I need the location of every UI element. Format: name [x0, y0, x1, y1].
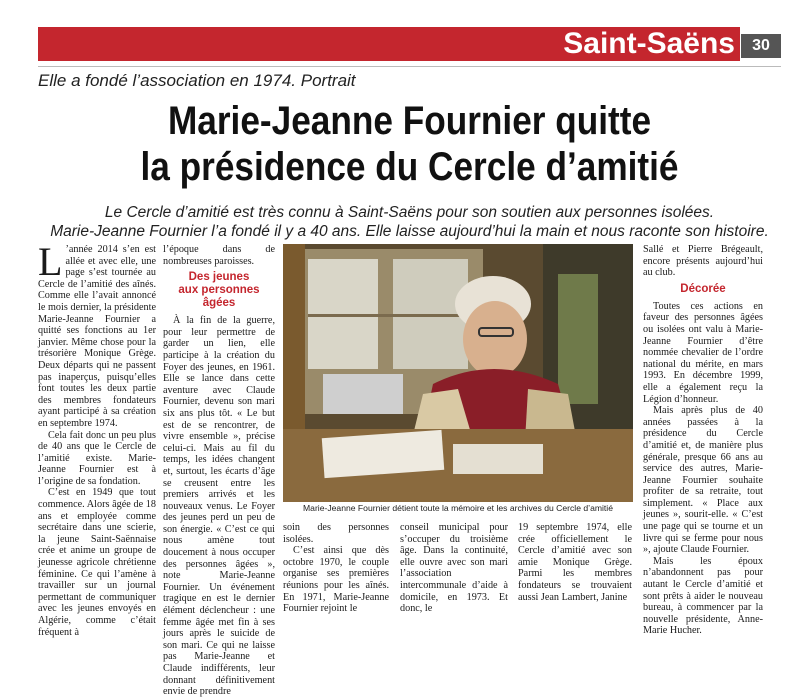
- kicker: Elle a fondé l’association en 1974. Portrait: [38, 71, 356, 90]
- article-photo: [283, 244, 633, 502]
- section-title: Saint-Saëns: [563, 27, 735, 60]
- column-3: [400, 522, 508, 615]
- paragraph: À la fin de la guerre, pour leur permettre de garder un lien, elle participe à la création du Foyer des jeunes, en 1961. Elle se lance dans cette aventure avec Claude Fournier, devenu son mari six ans plus tôt. « Le but est de se rencontrer, de vivre ensemble », précise celui-ci. Mais au fil du temps, les idées changent et, surtout, les écarts d’âge se creusent entre les premiers arrivés et les nouveaux venus. Le Foyer des jeunes perd un peu de son énergie. « C’est ce qui nous amène tout doucement à nous occuper des personnes âgées », note Marie-Jeanne Fournier. Un événement tragique en est le dernier élément déclencheur : une femme âgée met fin à ses jours après le suicide de son mari. Ce qui ne laisse pas Marie-Jeanne et Claude indifférents, leur donnant définitivement envie de prendre: [163, 315, 275, 698]
- paragraph: C’est ainsi que dès octobre 1970, le couple organise ses premières réunions pour les aînés. En 1971, Marie-Jeanne Fournier rejoint le: [283, 545, 389, 615]
- rule: [38, 66, 781, 67]
- column-2: [163, 244, 275, 698]
- page-number: 30: [741, 34, 781, 58]
- paragraph: 19 septembre 1974, elle crée officiellement le Cercle d’amitié avec son amie Monique Grège. Parmi les membres fondateurs se trouvaient aussi Jean Lambert, Janine: [518, 522, 632, 603]
- paragraph: l’époque dans de nombreuses paroisses.: [163, 244, 275, 267]
- photo-caption: Marie-Jeanne Fournier détient toute la mémoire et les archives du Cercle d’amitié: [303, 503, 613, 513]
- headline-line-2: la présidence du Cercle d’amitié: [140, 145, 679, 189]
- standfirst-line-2: Marie-Jeanne Fournier l’a fondé il y a 40 ans. Elle laisse aujourd’hui la main et nous raconte son histoire.: [50, 223, 769, 240]
- section-header: [0, 27, 797, 61]
- paragraph: soin des personnes isolées.: [283, 522, 389, 545]
- column-5: [643, 244, 763, 637]
- paragraph: Toutes ces actions en faveur des personnes âgées ou isolées ont valu à Marie-Jeanne Fournier d’être nommée chevalier de l’ordre national du mérite, en mars 1993. En décembre 1999, elle a également reçu la Légion d’honneur.: [643, 300, 763, 405]
- standfirst: [38, 203, 781, 241]
- column-2-continued: [283, 522, 389, 615]
- paragraph: Cela fait donc un peu plus de 40 ans que le Cercle de l’amitié existe. Marie-Jeanne Fournier est à l’origine de sa fondation.: [38, 429, 156, 487]
- paragraph: conseil municipal pour s’occuper du troisième âge. Dans la continuité, elle ouvre avec son mari l’association intercommunale d’aide à domicile, en 1973. Et donc, le: [400, 522, 508, 615]
- column-1: [38, 239, 156, 638]
- drop-cap: L: [38, 239, 63, 284]
- column-4: [518, 522, 632, 603]
- subheading: [163, 271, 275, 310]
- paragraph: ’année 2014 s’en est allée et avec elle, une page s’est tournée au Cercle de l’amitié des aînés. Comme elle l’avait annoncé le mois dernier, la présidente Marie-Jeanne Fournier a quitté ses fonctions au 1er janvier. Même chose pour la trésorière Monique Grège. Deux départs qui ne passent pas inaperçus, puisqu’elles font toutes les deux partie des membres fondateurs ayant participé à sa création en septembre 1974.: [38, 244, 156, 429]
- headline-line-1: Marie-Jeanne Fournier quitte: [167, 99, 652, 143]
- paragraph: Mais les époux n’abandonnent pas pour autant le Cercle d’amitié et sont prêts à aider le nouveau bureau, à commencer par la nouvelle présidente, Anne-Marie Hucher.: [643, 555, 763, 637]
- paragraph: Mais après plus de 40 années passées à la présidence du Cercle d’amitié et, de manière plus générale, presque 66 ans au service des autres, Marie-Jeanne Fournier souhaite profiter de sa retraite, tout simplement. « Place aux jeunes », sourit-elle. « C’est une page qui se tourne et un livre qui se ferme pour nous », ajoute Claude Fournier.: [643, 405, 763, 556]
- subheading-line-2: aux personnes âgées: [178, 284, 260, 310]
- paragraph: C’est en 1949 que tout commence. Alors âgée de 18 ans et employée comme secrétaire dans une scierie, la jeune Saint-Saënnaise crée et anime un groupe de jeunesse agricole chrétienne féminine. Ce qui l’amène à travailler sur un journal permettant de communiquer avec les jeunes envoyés en Algérie, comme c’était fréquent à: [38, 487, 156, 638]
- standfirst-line-1: Le Cercle d’amitié est très connu à Saint-Saëns pour son soutien aux personnes isolées.: [104, 204, 715, 221]
- headline: [83, 98, 737, 190]
- subheading-decoree: Décorée: [680, 282, 726, 295]
- subheading-line-1: Des jeunes: [188, 271, 250, 284]
- paragraph: Sallé et Pierre Brégeault, encore présents aujourd’hui au club.: [643, 244, 763, 279]
- photo-illustration: [283, 244, 633, 502]
